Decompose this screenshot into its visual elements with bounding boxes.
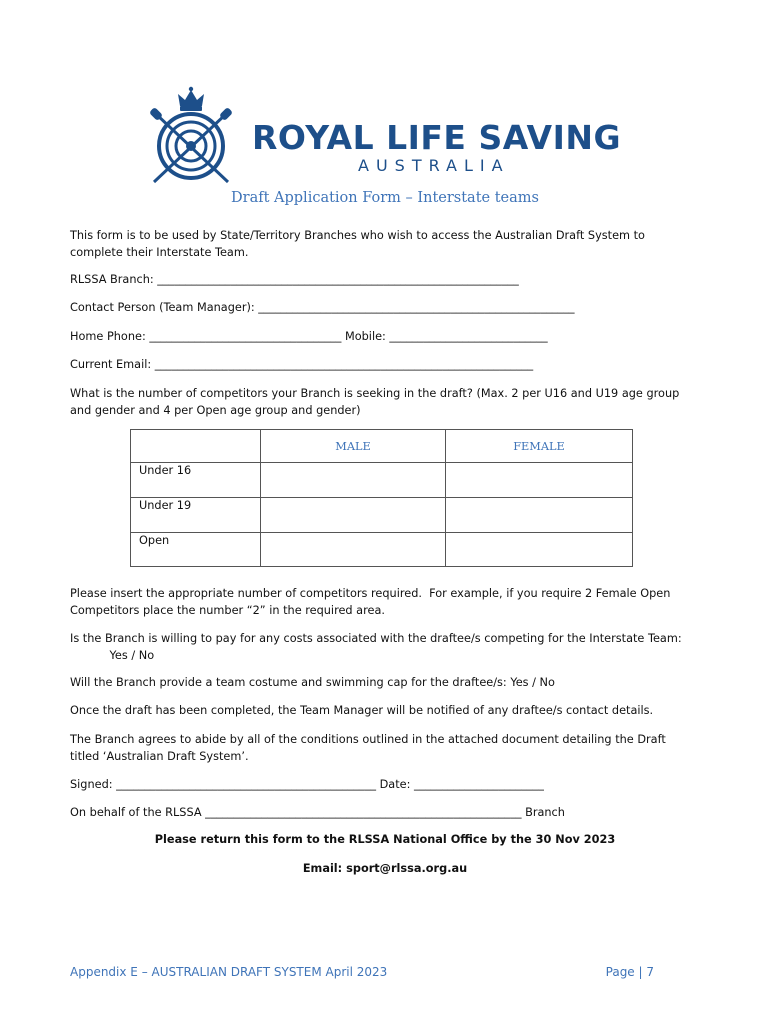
female-under-16-cell[interactable] [446,463,633,498]
form-title: Draft Application Form – Interstate teams [231,190,539,206]
male-column-header: MALE [261,430,446,463]
competitors-question: What is the number of competitors your Branch is seeking in the draft? (Max. 2 per U16 and U19 age group and gender and 4 per Open age group and gender) [70,387,680,417]
male-under-19-cell[interactable] [261,498,446,533]
footer-appendix: Appendix E – AUSTRALIAN DRAFT SYSTEM April 2023 [70,965,388,979]
pay-question: Is the Branch is willing to pay for any costs associated with the draftee/s competing for the Interstate Team: Yes / No [70,632,682,662]
row-label-under-19: Under 19 [131,498,261,533]
behalf-field[interactable]: On behalf of the RLSSA ________________________________________________________ Branch [70,806,565,819]
female-under-19-cell[interactable] [446,498,633,533]
table-row [131,533,633,567]
row-label-open: Open [131,533,261,567]
return-note: Please return this form to the RLSSA National Office by the 30 Nov 2023 [154,833,616,846]
row-label-under-16: Under 16 [131,463,261,498]
table-corner-cell [131,430,261,463]
crest-icon [150,86,240,186]
instructions-text: Please insert the appropriate number of competitors required. For example, if you require 2 Female Open Competitors place the number “2” in the required area. [70,587,671,617]
competitors-table [130,429,633,567]
male-open-cell[interactable] [261,533,446,567]
female-open-cell[interactable] [446,533,633,567]
email-note: Email: sport@rlssa.org.au [302,862,468,875]
branch-field[interactable]: RLSSA Branch: ________________________________________________________________ [70,273,519,286]
logo-name-line2: AUSTRALIA [358,156,510,175]
agreement-text: The Branch agrees to abide by all of the conditions outlined in the attached document detailing the Draft titled ‘Australian Draft System’. [70,733,666,763]
female-column-header: FEMALE [446,430,633,463]
phone-field[interactable]: Home Phone: __________________________________ Mobile: ____________________________ [70,330,548,343]
contact-person-field[interactable]: Contact Person (Team Manager): ________________________________________________________ [70,301,575,314]
footer-page-number: Page | 7 [605,965,654,979]
costume-question: Will the Branch provide a team costume and swimming cap for the draftee/s: Yes / No [70,676,555,689]
logo-name-line1: ROYAL LIFE SAVING [252,118,622,157]
male-under-16-cell[interactable] [261,463,446,498]
signed-field[interactable]: Signed: ______________________________________________ Date: _______________________ [70,778,544,791]
intro-text: This form is to be used by State/Territory Branches who wish to access the Australian Draft System to complete their Interstate Team. [70,229,645,259]
notice-text: Once the draft has been completed, the Team Manager will be notified of any draftee/s contact details. [70,704,654,717]
table-row [131,463,633,498]
email-field[interactable]: Current Email: ___________________________________________________________________ [70,358,534,371]
table-row [131,498,633,533]
royal-life-saving-logo [150,86,620,186]
